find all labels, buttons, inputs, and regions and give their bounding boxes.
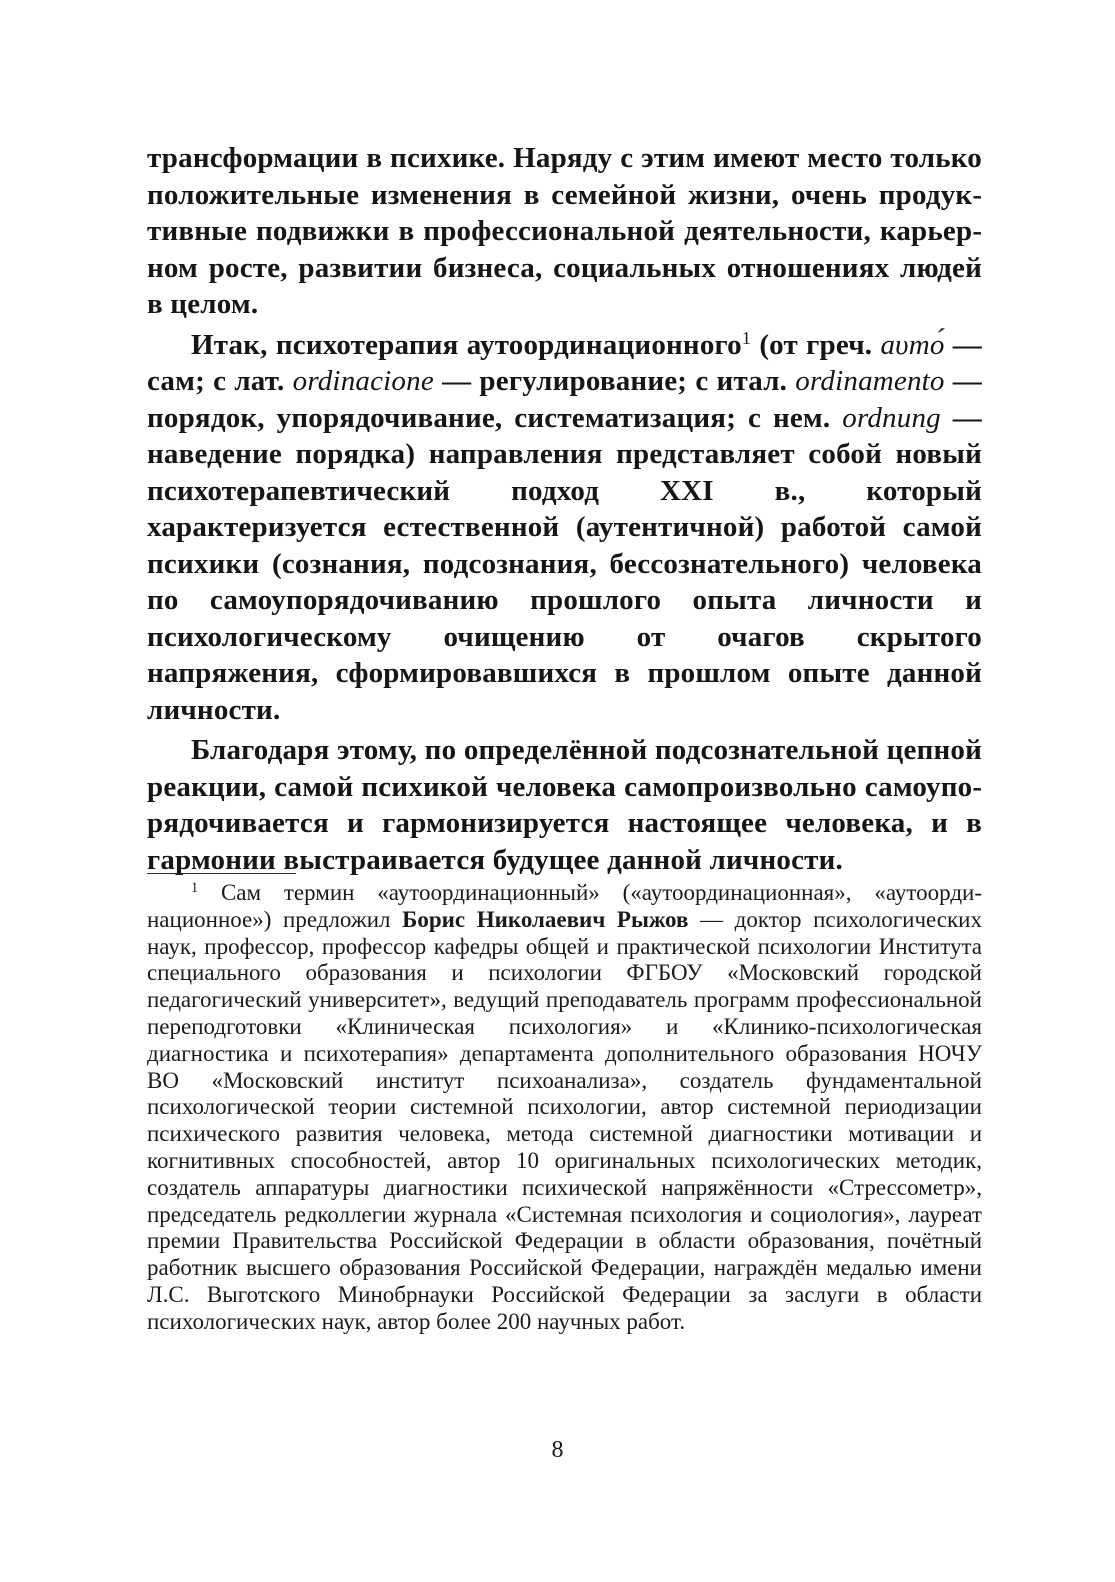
paragraph-1: трансформации в психике. Наряду с этим имеют место только положительные изменения в семейной жизни, очень продуктивные подвижки в профессиональной деятельности, карьерном росте, развитии бизнеса, социальных отношениях людей в целом. xyxy=(147,142,982,320)
footnote-separator xyxy=(147,873,296,874)
paragraph-2-greek-prefix: (от греч. xyxy=(751,328,881,361)
paragraph-2-german-prefix: — порядок, упорядочивание, систематизация; с нем. xyxy=(147,365,982,434)
paragraph-2-end: — наведение порядка) направления представляет собой новый психотерапевтический подход XXI в., который характеризуется естественной (аутентичной) работой самой психики (сознания, подсознания, бессознательного) человека по самоупорядочиванию прошлого опыта личности и психологическому очищению от очагов скрытого напряжения, сформировавшихся в прошлом опыте данной личности. xyxy=(147,401,982,726)
paragraph-2 xyxy=(147,327,982,729)
paragraph-2-italian-prefix: — регулирование; с итал. xyxy=(433,365,796,397)
footnote xyxy=(147,880,982,1336)
greek-word: аυто́ xyxy=(880,328,945,361)
footnote-text-start: Сам термин «аутоординационный» («аутоординационная», «аутоординационное») предложил xyxy=(147,880,982,932)
italian-word: ordinamento xyxy=(795,365,945,397)
footnote-person-name: Борис Николаевич Рыжов xyxy=(402,906,689,932)
footnote-paragraph xyxy=(147,880,982,1336)
page-number: 8 xyxy=(551,1437,564,1463)
german-word: ordnung xyxy=(842,401,941,434)
main-text xyxy=(147,140,982,878)
footnote-text-end: — доктор психологических наук, профессор, профессор кафедры общей и практической психологии Института специального образования и психологии ФГБОУ «Московский городской педагогический университет», ведущий преподаватель программ профессиональной переподготовки «Клиническая психология» и «Клинико-психологическая диагностика и психотерапия» департамента дополнительного образования НОЧУ ВО «Московский институт психоанализа», создатель фундаментальной психологической теории системной психологии, автор системной периодизации психического развития человека, метода системной диагностики мотивации и когнитивных способностей, автор 10 оригинальных психологических методик, создатель аппаратуры диагностики психической напряжённости «Стрессометр», председатель редколлегии журнала «Системная психология и социология», лауреат премии Правительства Российской Федерации в области образования, почётный работник высшего образования Российской Федерации, награждён медалью имени Л.С. Выготского Минобрнауки Российской Федерации за заслуги в области психологических наук, автор более 200 научных работ. xyxy=(147,906,982,1334)
footnote-marker: 1 xyxy=(191,880,199,897)
footnote-reference: 1 xyxy=(741,327,752,348)
paragraph-3: Благодаря этому, по определённой подсознательной цепной реакции, самой психикой человека самопроизвольно самоупорядочивается и гармонизируется настоящее человека, и в гармонии выстраивается будущее данной личности. xyxy=(147,734,982,876)
paragraph-2-start: Итак, психотерапия аутоординационного xyxy=(191,328,742,361)
paragraph-2-latin-prefix: — сам; с лат. xyxy=(147,328,982,397)
latin-word: ordinacione xyxy=(292,365,434,397)
